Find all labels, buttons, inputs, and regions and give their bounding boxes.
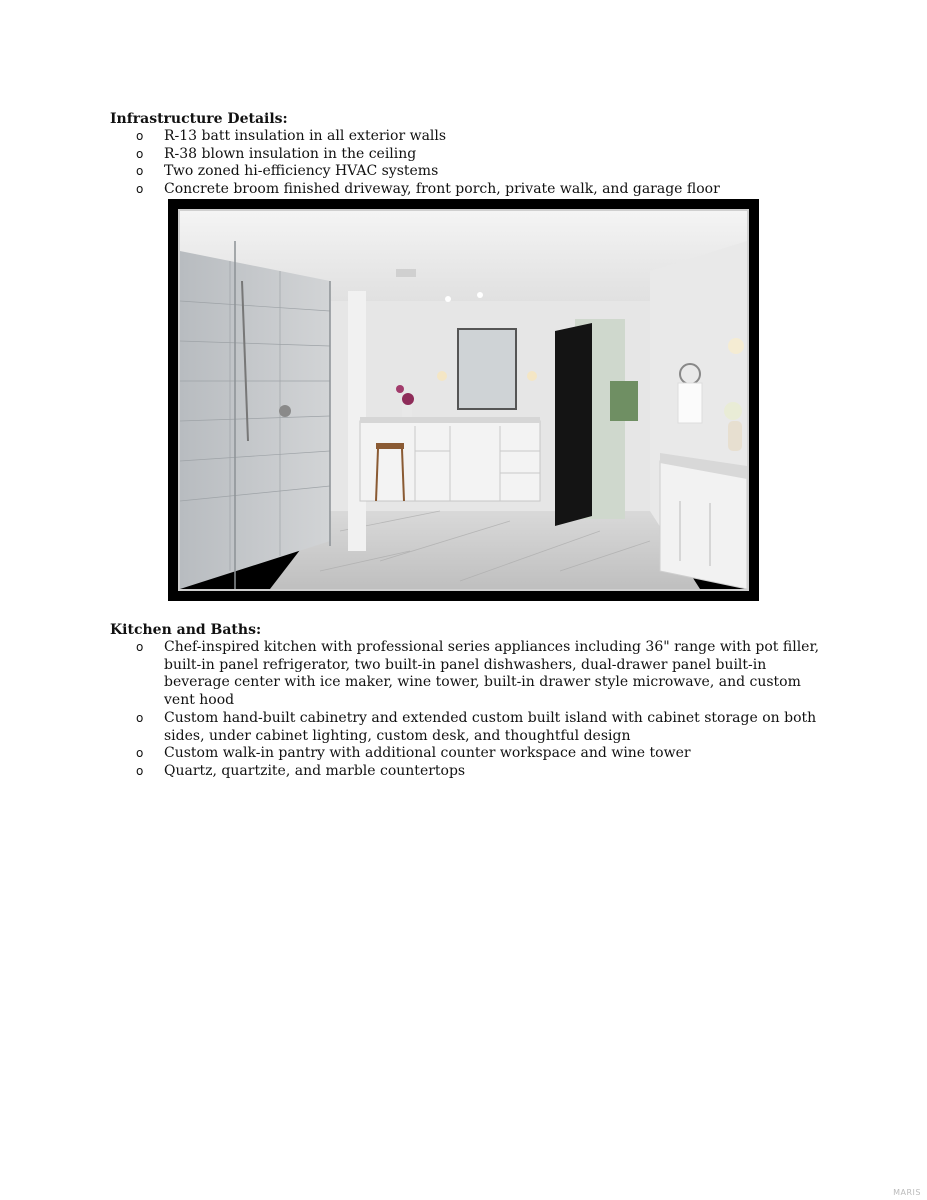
infrastructure-list	[110, 128, 830, 199]
list-item	[110, 146, 830, 164]
bullet-icon: o	[136, 640, 144, 654]
bathroom-photo	[168, 199, 759, 601]
list-item	[110, 763, 830, 781]
list-item-text: R-13 batt insulation in all exterior walls	[164, 128, 447, 144]
infrastructure-heading: Infrastructure Details:	[110, 111, 288, 127]
list-item	[110, 163, 830, 181]
bullet-icon: o	[136, 763, 144, 778]
watermark: MARIS	[893, 1188, 921, 1197]
bullet-icon: o	[136, 146, 144, 161]
bathroom-photo-image	[178, 209, 749, 591]
list-item-text: R-38 blown insulation in the ceiling	[164, 145, 417, 162]
bullet-icon: o	[136, 164, 144, 179]
list-item-text: Custom walk-in pantry with additional counter workspace and wine tower	[164, 745, 691, 762]
list-item	[110, 710, 830, 745]
list-item	[110, 745, 830, 763]
bullet-icon: o	[136, 710, 144, 725]
list-item-text: Chef-inspired kitchen with professional series appliances including 36" range with pot filler, built-in panel refrigerator, two built-in panel dishwashers, dual-drawer panel built-in beverage center with ice maker, wine tower, built-in drawer style microwave, and custom vent hood	[164, 639, 820, 709]
kitchen-baths-list	[110, 639, 830, 781]
list-item-text: Custom hand-built cabinetry and extended custom built island with cabinet storage on both sides, under cabinet lighting, custom desk, and thoughtful design	[164, 709, 817, 744]
list-item-text: Quartz, quartzite, and marble countertops	[164, 762, 466, 779]
bullet-icon: o	[136, 129, 144, 143]
list-item	[110, 128, 830, 146]
bullet-icon: o	[136, 182, 144, 197]
bathroom-illustration	[180, 211, 747, 589]
bullet-icon: o	[136, 746, 144, 761]
list-item-text: Two zoned hi-efficiency HVAC systems	[164, 163, 439, 180]
kitchen-baths-heading: Kitchen and Baths:	[110, 622, 262, 638]
list-item-text: Concrete broom finished driveway, front porch, private walk, and garage floor	[164, 181, 720, 198]
list-item	[110, 639, 830, 710]
list-item	[110, 181, 830, 199]
